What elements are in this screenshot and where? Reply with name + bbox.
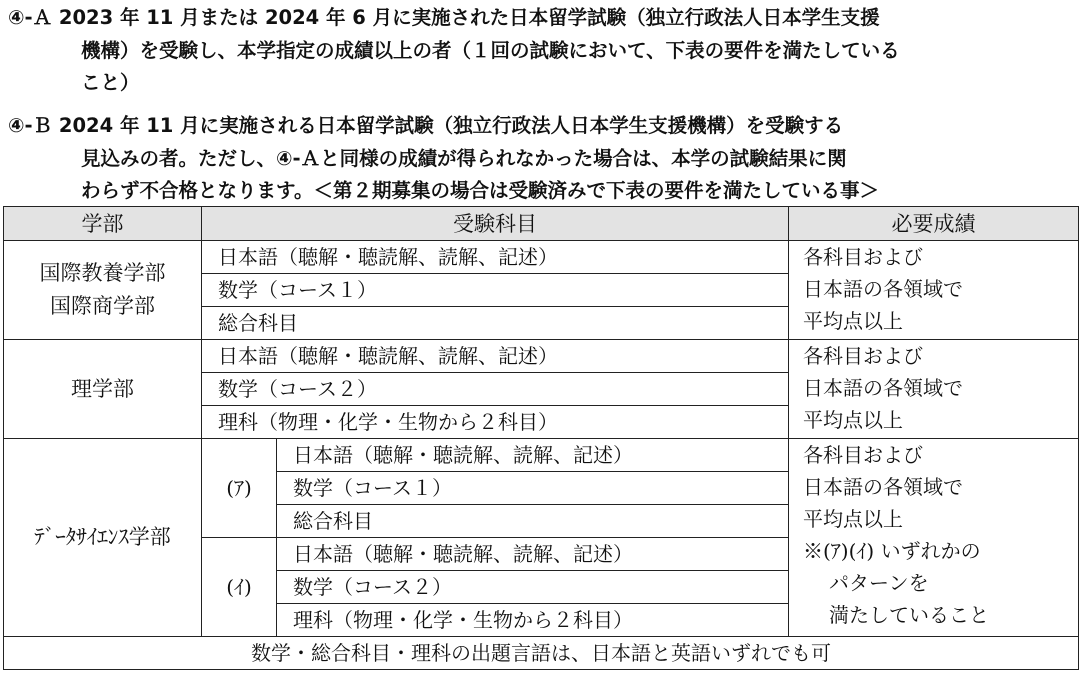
subject-cell: 日本語（聴解・聴読解、読解、記述） xyxy=(277,538,789,571)
paragraph-4b-line-2: 見込みの者。ただし、④-Ａと同様の成績が得られなかった場合は、本学の試験結果に関 xyxy=(81,146,847,170)
subject-cell: 総合科目 xyxy=(202,307,789,340)
subject-cell: 日本語（聴解・聴読解、読解、記述） xyxy=(202,340,789,373)
paragraph-4a-line-3: こと） xyxy=(81,71,140,94)
required-line: パターンを xyxy=(829,571,929,595)
subject-cell: 数学（コース１） xyxy=(202,274,789,307)
required-line: 日本語の各領域で xyxy=(803,277,963,301)
required-line: 平均点以上 xyxy=(803,309,903,333)
table-row xyxy=(4,340,1079,373)
subject-cell: 日本語（聴解・聴読解、読解、記述） xyxy=(277,439,789,472)
required-line: 各科目および xyxy=(803,443,923,467)
header-required: 必要成績 xyxy=(789,207,1079,241)
faculty-cell-data-science: ﾃﾞｰﾀｻｲｴﾝｽ学部 xyxy=(4,439,202,637)
table-footer-row xyxy=(4,637,1079,670)
paragraph-4a-line-2: 機構）を受験し、本学指定の成績以上の者（１回の試験において、下表の要件を満たしている xyxy=(81,38,900,62)
subject-cell: 理科（物理・化学・生物から２科目） xyxy=(277,604,789,637)
subject-cell: 理科（物理・化学・生物から２科目） xyxy=(202,406,789,439)
required-cell xyxy=(789,439,1079,637)
paragraph-4a-line-1: ④-Ａ 2023 年 11 月または 2024 年 6 月に実施された日本留学試験（独立行政法人日本学生支援 xyxy=(8,6,880,29)
subject-cell: 日本語（聴解・聴読解、読解、記述） xyxy=(202,241,789,274)
pattern-label-i: (ｲ) xyxy=(202,538,277,637)
subject-cell: 数学（コース２） xyxy=(202,373,789,406)
required-line: 日本語の各領域で xyxy=(803,376,963,400)
required-line: 平均点以上 xyxy=(803,408,903,432)
faculty-name: 国際教養学部 xyxy=(39,261,166,285)
requirements-table xyxy=(3,206,1079,670)
header-faculty: 学部 xyxy=(4,207,202,241)
subject-cell: 数学（コース１） xyxy=(277,472,789,505)
faculty-cell-science: 理学部 xyxy=(4,340,202,439)
paragraph-4a xyxy=(8,2,1074,100)
table-row xyxy=(4,241,1079,274)
paragraph-4b-line-1: ④-Ｂ 2024 年 11 月に実施される日本留学試験（独立行政法人日本学生支援機構）を受験する xyxy=(8,114,844,137)
required-cell xyxy=(789,241,1079,340)
faculty-name: 国際商学部 xyxy=(50,294,155,318)
required-cell xyxy=(789,340,1079,439)
subject-cell: 総合科目 xyxy=(277,505,789,538)
paragraph-4b-line-3: わらず不合格となります。＜第２期募集の場合は受験済みで下表の要件を満たしている事＞ xyxy=(81,179,879,202)
language-note: 数学・総合科目・理科の出題言語は、日本語と英語いずれでも可 xyxy=(4,637,1079,670)
required-line: 平均点以上 xyxy=(803,507,903,531)
header-subjects: 受験科目 xyxy=(202,207,789,241)
paragraph-4b xyxy=(8,110,1074,208)
required-line: ※(ｱ)(ｲ) いずれかの xyxy=(803,539,981,563)
required-line: 各科目および xyxy=(803,245,923,269)
required-line: 日本語の各領域で xyxy=(803,475,963,499)
subject-cell: 数学（コース２） xyxy=(277,571,789,604)
required-line: 各科目および xyxy=(803,344,923,368)
required-line: 満たしていること xyxy=(829,603,989,627)
table-row xyxy=(4,439,1079,472)
pattern-label-a: (ｱ) xyxy=(202,439,277,538)
faculty-cell-international xyxy=(4,241,202,340)
table-header-row xyxy=(4,207,1079,241)
